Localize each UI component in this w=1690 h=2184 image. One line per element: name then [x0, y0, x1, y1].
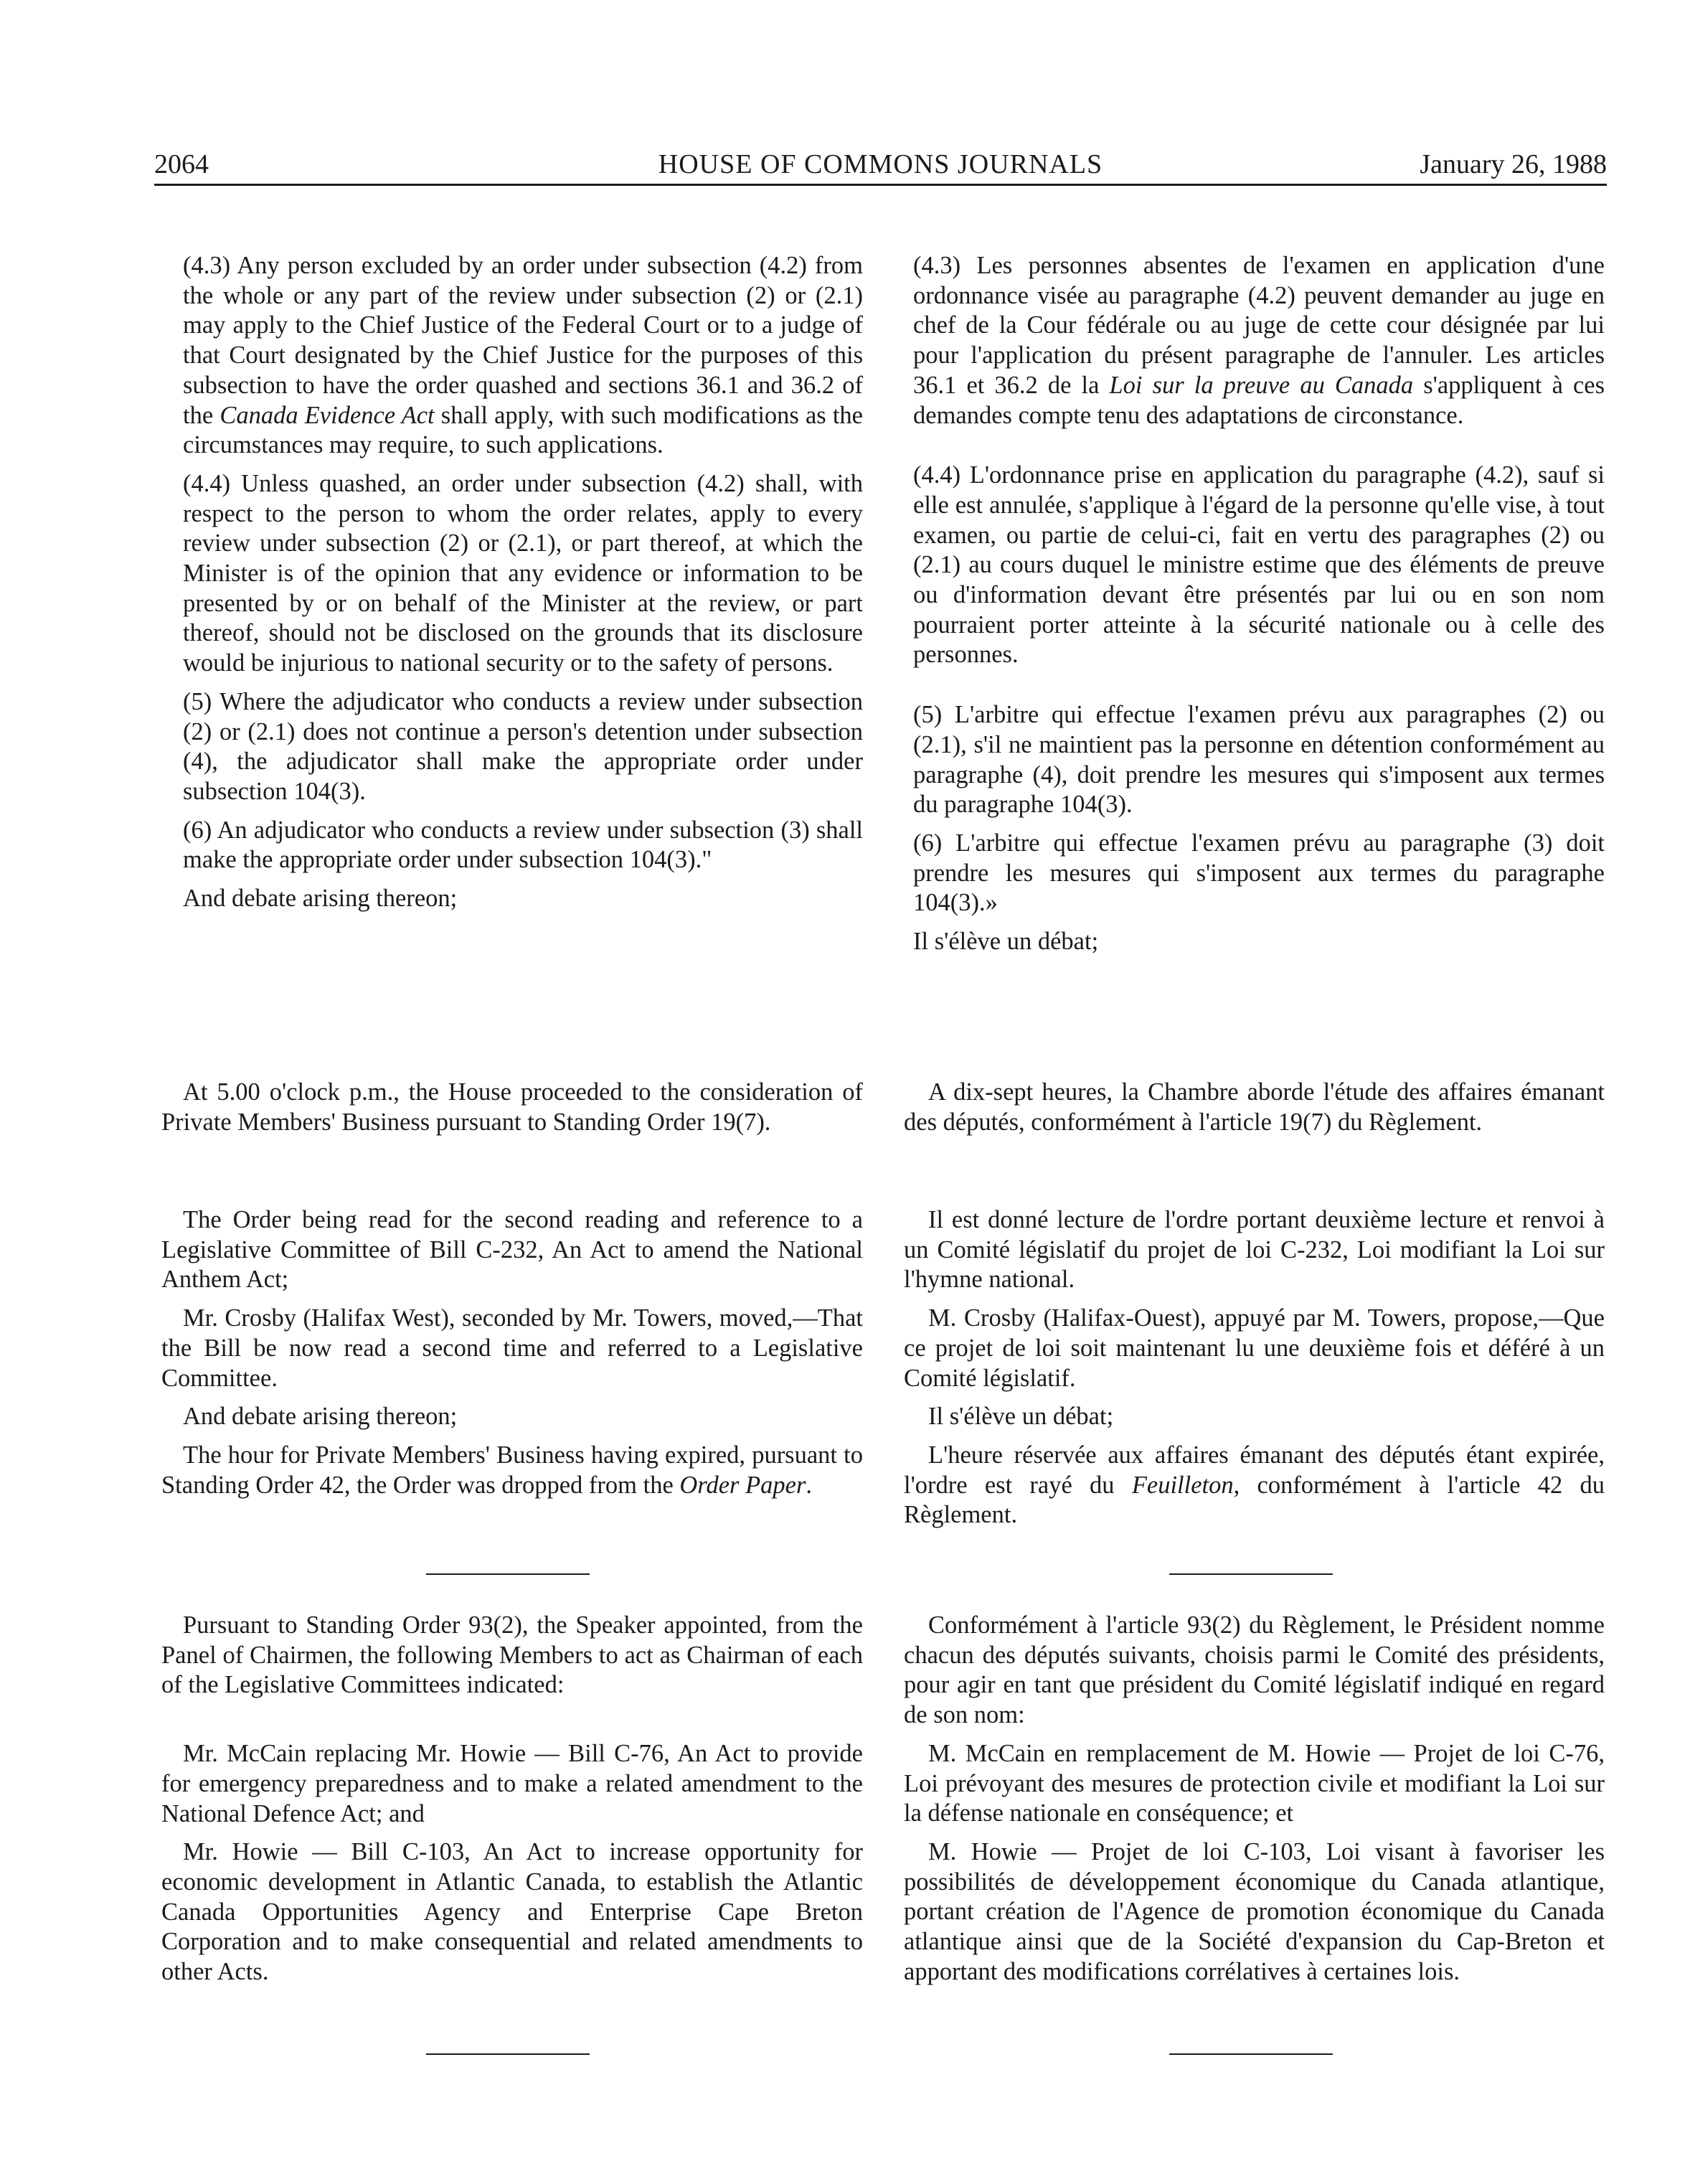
english-mccain: Mr. McCain replacing Mr. Howie — Bill C-76, An Act to provide for emergency preparedness and to make a related amendment to the National Defence Act; and: [161, 1740, 863, 1827]
french-column-block-1: [913, 251, 1605, 957]
french-subsection-4-3: (4.3) Les personnes absentes de l'examen en application d'une ordonnance visée au paragraphe (4.2) peuvent demander au juge en chef de la Cour fédérale ou au juge de cette cour désignée par lui pour l'application du présent paragraphe de l'annuler. Les articles 36.1 et 36.2 de la Loi sur la preuve au Canada s'appliquent à ces demandes compte tenu des adaptations de circonstance.: [913, 252, 1605, 429]
english-subsection-4-4: (4.4) Unless quashed, an order under subsection (4.2) shall, with respect to the person to whom the order relates, apply to every review under subsection (2) or (2.1), or part thereof, at which the Minister is of the opinion that any evidence or information to be presented by or on behalf of the Minister at the review, or part thereof, should not be disclosed on the grounds that its disclosure would be injurious to national security or to the safety of persons.: [183, 469, 863, 677]
english-debate-1: And debate arising thereon;: [183, 885, 458, 913]
french-debate-2: Il s'élève un débat;: [928, 1403, 1114, 1431]
english-at-five: At 5.00 o'clock p.m., the House proceeded to the consideration of Private Members' Business pursuant to Standing Order 19(7).: [161, 1078, 863, 1136]
english-private-members: [161, 1078, 863, 1137]
section-separator-left-1: [426, 1573, 590, 1575]
english-hour-expired: The hour for Private Members' Business having expired, pursuant to Standing Order 42, the Order was dropped from the Order Paper.: [161, 1441, 863, 1499]
french-mccain: M. McCain en remplacement de M. Howie — Projet de loi C-76, Loi prévoyant des mesures de protection civile et modifiant la Loi sur la défense nationale en conséquence; et: [904, 1739, 1605, 1827]
english-crosby-motion: Mr. Crosby (Halifax West), seconded by Mr. Towers, moved,—That the Bill be now read a second time and referred to a Legislative Committee.: [161, 1304, 863, 1392]
french-bill-c232: [904, 1205, 1605, 1530]
english-howie: Mr. Howie — Bill C-103, An Act to increase opportunity for economic development in Atlantic Canada, to establish the Atlantic Canada Opportunities Agency and Enterprise Cape Breton Corporation and to make consequential and related amendments to other Acts.: [161, 1838, 863, 1986]
page-header: [154, 147, 1607, 182]
french-subsection-4-4: (4.4) L'ordonnance prise en application du paragraphe (4.2), sauf si elle est annulée, s'applique à l'égard de la personne qu'elle vise, à tout examen, ou partie de celui-ci, fait en vertu des paragraphes (2) ou (2.1) au cours duquel le ministre estime que des éléments de preuve ou d'information devant être présentés par lui ou en son nom pourraient porter atteinte à la sécurité nationale ou à celle des personnes.: [913, 461, 1605, 669]
english-order-read: The Order being read for the second reading and reference to a Legislative Committee of Bill C-232, An Act to amend the National Anthem Act;: [161, 1206, 863, 1294]
english-pursuant: Pursuant to Standing Order 93(2), the Speaker appointed, from the Panel of Chairmen, the following Members to act as Chairman of each of the Legislative Committees indicated:: [161, 1611, 863, 1699]
english-bill-c232: [161, 1205, 863, 1500]
english-subsection-4-3: (4.3) Any person excluded by an order under subsection (4.2) from the whole or any part of the review under subsection (2) or (2.1) may apply to the Chief Justice of the Federal Court or to a judge of that Court designated by the Chief Justice for the purposes of this subsection to have the order quashed and sections 36.1 and 36.2 of the Canada Evidence Act shall apply, with such modifications as the circumstances may require, to such applications.: [183, 252, 863, 459]
french-order-read: Il est donné lecture de l'ordre portant deuxième lecture et renvoi à un Comité législatif du projet de loi C-232, Loi modifiant la Loi sur l'hymne national.: [904, 1206, 1605, 1294]
french-subsection-6: (6) L'arbitre qui effectue l'examen prévu au paragraphe (3) doit prendre les mesures qui s'imposent aux termes du paragraphe 104(3).»: [913, 829, 1605, 917]
section-separator-right-2: [1169, 2053, 1333, 2055]
section-separator-left-2: [426, 2053, 590, 2055]
french-subsection-5: (5) L'arbitre qui effectue l'examen prévu aux paragraphes (2) ou (2.1), s'il ne maintient pas la personne en détention conformément au paragraphe (4), doit prendre les mesures qui s'imposent aux termes du paragraphe 104(3).: [913, 701, 1605, 819]
header-rule: [154, 184, 1607, 186]
french-debate-1: Il s'élève un débat;: [913, 928, 1099, 956]
page-number: 2064: [154, 149, 209, 179]
french-private-members: [904, 1078, 1605, 1137]
english-subsection-6: (6) An adjudicator who conducts a review under subsection (3) shall make the appropriate order under subsection 104(3).": [183, 816, 863, 874]
french-committee-chairs: [904, 1611, 1605, 1987]
english-debate-2: And debate arising thereon;: [183, 1403, 458, 1431]
french-hour-expired: L'heure réservée aux affaires émanant des députés étant expirée, l'ordre est rayé du Feuilleton, conformément à l'article 42 du Règlement.: [904, 1441, 1605, 1529]
french-crosby-motion: M. Crosby (Halifax-Ouest), appuyé par M. Towers, propose,—Que ce projet de loi soit maintenant lu une deuxième fois et déféré à un Comité législatif.: [904, 1304, 1605, 1392]
header-date: January 26, 1988: [1420, 149, 1607, 179]
english-subsection-5: (5) Where the adjudicator who conducts a review under subsection (2) or (2.1) does not continue a person's detention under subsection (4), the adjudicator shall make the appropriate order under subsection 104(3).: [183, 687, 863, 805]
journal-title: HOUSE OF COMMONS JOURNALS: [658, 149, 1103, 179]
french-howie: M. Howie — Projet de loi C-103, Loi visant à favoriser les possibilités de développement économique du Canada atlantique, portant création de l'Agence de promotion économique du Canada atlantique ainsi que de la Société d'expansion du Cap-Breton et apportant des modifications corrélatives à certaines lois.: [904, 1837, 1605, 1985]
french-pursuant: Conformément à l'article 93(2) du Règlement, le Président nomme chacun des députés suivants, choisis parmi le Comité des présidents, pour agir en tant que président du Comité législatif indiqué en regard de son nom:: [904, 1611, 1605, 1729]
french-at-five: A dix-sept heures, la Chambre aborde l'étude des affaires émanant des députés, conformément à l'article 19(7) du Règlement.: [904, 1078, 1605, 1136]
section-separator-right-1: [1169, 1573, 1333, 1575]
english-column-block-1: [183, 251, 863, 914]
english-committee-chairs: [161, 1611, 863, 1987]
